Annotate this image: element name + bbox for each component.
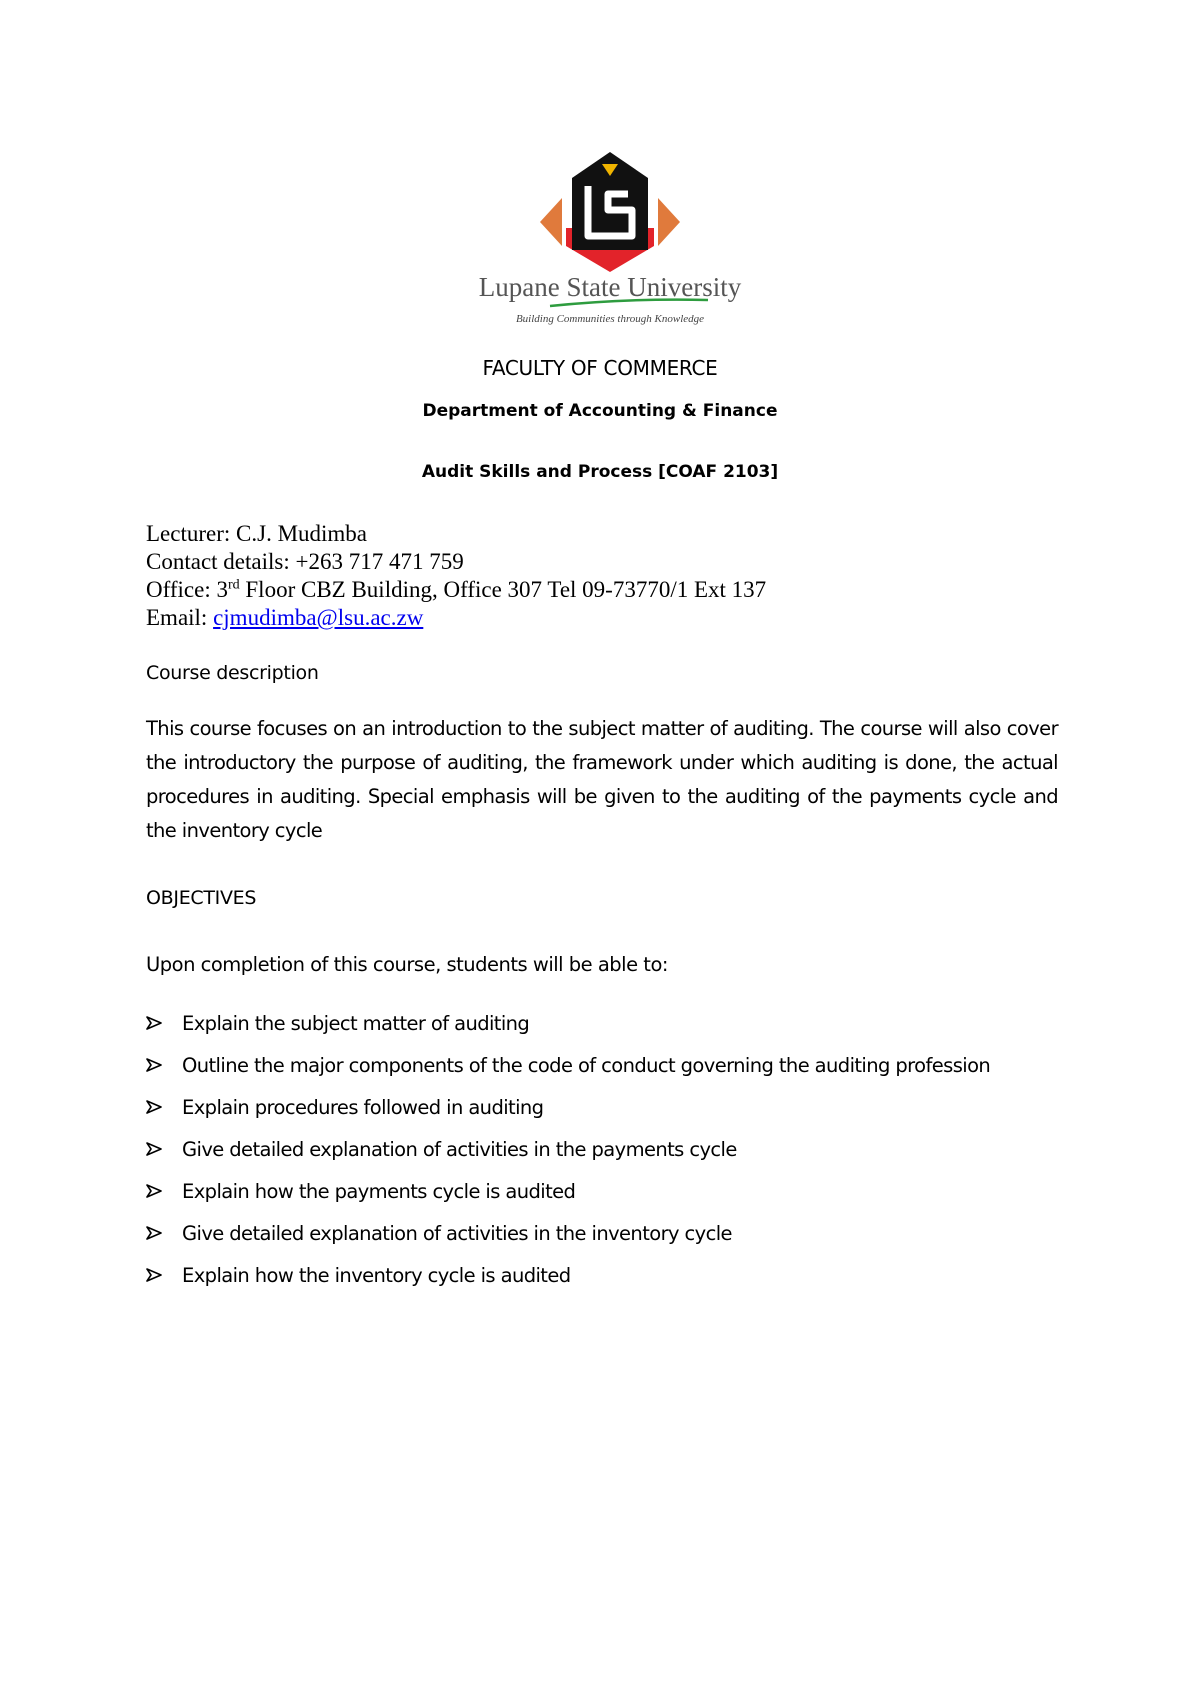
- objective-text: Explain the subject matter of auditing: [182, 1012, 530, 1035]
- arrow-bullet-icon: [146, 1262, 182, 1282]
- email-link[interactable]: cjmudimba@lsu.ac.zw: [213, 605, 424, 630]
- list-item: [146, 1094, 990, 1136]
- arrow-bullet-icon: [146, 1136, 182, 1156]
- objective-text: Outline the major components of the code of conduct governing the auditing profession: [182, 1054, 991, 1077]
- email-line: [146, 604, 766, 632]
- course-description-heading: Course description: [146, 662, 319, 684]
- objective-text: Give detailed explanation of activities in the payments cycle: [182, 1138, 737, 1161]
- logo-tagline: Building Communities through Knowledge: [515, 313, 705, 325]
- course-description-text: This course focuses on an introduction to the subject matter of auditing. The course will also cover the introductory the purpose of auditing, the framework under which auditing is done, the actual procedures in auditing. Special emphasis will be given to the auditing of the payments cycle and the inventory cycle: [146, 717, 1058, 842]
- objective-text: Give detailed explanation of activities in the inventory cycle: [182, 1222, 732, 1245]
- list-item: [146, 1178, 990, 1220]
- office-suffix: Floor CBZ Building, Office 307 Tel 09-73770/1 Ext 137: [239, 577, 767, 602]
- lecturer-line: Lecturer: C.J. Mudimba: [146, 521, 368, 546]
- objectives-intro: Upon completion of this course, students will be able to:: [146, 953, 668, 976]
- department-title: Department of Accounting & Finance: [422, 401, 778, 421]
- university-logo: [450, 150, 770, 330]
- arrow-bullet-icon: [146, 1094, 182, 1114]
- objectives-list: [146, 1010, 990, 1304]
- office-line: [146, 576, 766, 604]
- list-item: [146, 1220, 990, 1262]
- office-superscript: rd: [227, 577, 240, 593]
- objective-text: Explain procedures followed in auditing: [182, 1096, 544, 1119]
- logo-left-diamond: [540, 198, 562, 246]
- arrow-bullet-icon: [146, 1220, 182, 1240]
- email-label: Email:: [146, 605, 214, 630]
- contact-block: [146, 520, 766, 632]
- objectives-heading: OBJECTIVES: [146, 887, 257, 909]
- list-item: [146, 1010, 990, 1052]
- objective-text: Explain how the inventory cycle is audited: [182, 1264, 571, 1287]
- arrow-bullet-icon: [146, 1178, 182, 1198]
- faculty-title: FACULTY OF COMMERCE: [482, 356, 718, 380]
- list-item: [146, 1052, 990, 1094]
- logo-wordmark: Lupane State University: [478, 272, 742, 302]
- contact-details-line: Contact details: +263 717 471 759: [146, 549, 464, 574]
- lsu-emblem-icon: [450, 150, 770, 330]
- list-item: [146, 1262, 990, 1304]
- objective-text: Explain how the payments cycle is audited: [182, 1180, 576, 1203]
- list-item: [146, 1136, 990, 1178]
- arrow-bullet-icon: [146, 1052, 182, 1072]
- office-prefix: Office: 3: [146, 577, 228, 602]
- arrow-bullet-icon: [146, 1010, 182, 1030]
- course-title: Audit Skills and Process [COAF 2103]: [421, 462, 779, 482]
- logo-right-diamond: [658, 198, 680, 246]
